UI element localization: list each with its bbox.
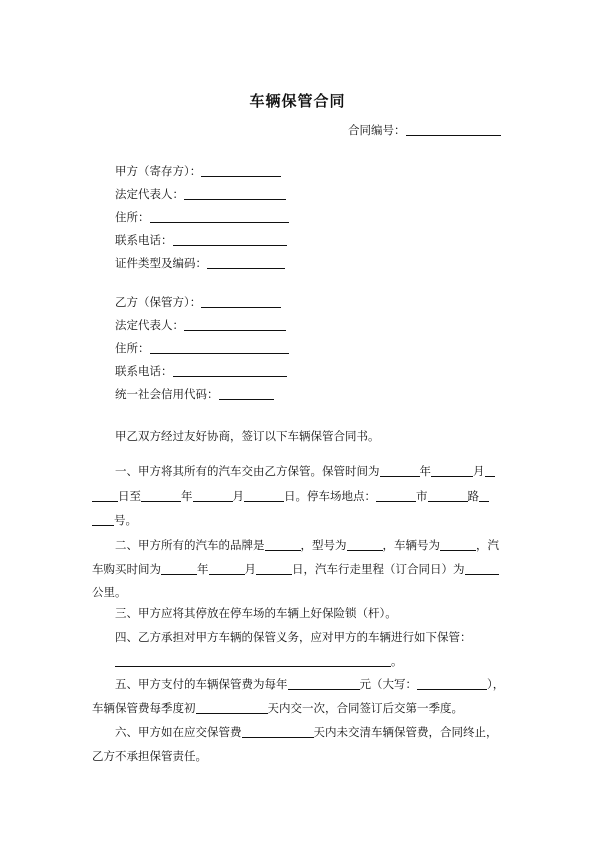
party-a-id-row bbox=[115, 255, 285, 271]
clause-1-year-label: 年 bbox=[419, 464, 431, 478]
clause-5-line-1 bbox=[115, 676, 504, 692]
clause-4-end: 。 bbox=[391, 654, 403, 668]
clause-1-number-label: 号。 bbox=[114, 513, 137, 527]
clause-1-line-2 bbox=[92, 488, 489, 504]
clause-1-road[interactable] bbox=[428, 489, 468, 502]
clause-2-year-label: 年 bbox=[197, 562, 209, 576]
party-a-address-field[interactable] bbox=[150, 210, 289, 223]
intro-text: 甲乙双方经过友好协商，签订以下车辆保管合同书。 bbox=[115, 429, 380, 443]
clause-2-mileage-label: 日，汽车行走里程（订合同日）为 bbox=[292, 562, 465, 576]
clause-2-vehicle-no-label: ，车辆号为 bbox=[382, 538, 440, 552]
party-b-credit-label: 统一社会信用代码： bbox=[115, 387, 219, 401]
clause-5-fee-words-field[interactable] bbox=[417, 677, 487, 690]
party-b-address-label: 住所： bbox=[115, 341, 150, 355]
clause-5-text: 五、甲方支付的车辆保管费为每年 bbox=[115, 677, 288, 691]
clause-1-start-month[interactable] bbox=[431, 464, 473, 477]
party-b-legal-rep-label: 法定代表人： bbox=[115, 318, 184, 332]
clause-1-end-day-label: 日。停车场地点： bbox=[284, 489, 376, 503]
clause-2-text: 二、甲方所有的汽车的品牌是 bbox=[115, 538, 265, 552]
clause-6-line-1 bbox=[115, 724, 498, 740]
party-a-address-row bbox=[115, 209, 289, 225]
clause-1-text: 一、甲方将其所有的汽车交由乙方保管。保管时间为 bbox=[115, 464, 380, 478]
party-b-phone-row bbox=[115, 363, 287, 379]
clause-2-line-2 bbox=[92, 561, 499, 577]
party-a-legal-rep-row bbox=[115, 186, 286, 202]
clause-1-start-year[interactable] bbox=[380, 464, 420, 477]
party-b-phone-field[interactable] bbox=[173, 364, 287, 377]
party-b-row bbox=[115, 294, 281, 310]
clause-5-line-2 bbox=[92, 700, 463, 716]
party-b-address-field[interactable] bbox=[150, 341, 289, 354]
clause-5-fee-field[interactable] bbox=[288, 677, 360, 690]
clause-1-end-year-label: 年 bbox=[181, 489, 193, 503]
clause-1-line-3 bbox=[92, 512, 137, 528]
clause-2-brand-field[interactable] bbox=[265, 538, 301, 551]
clause-1-end-year[interactable] bbox=[141, 489, 181, 502]
party-a-field[interactable] bbox=[201, 164, 281, 177]
party-a-address-label: 住所： bbox=[115, 210, 150, 224]
clause-5-quarter-label: 车辆保管费每季度初 bbox=[92, 701, 196, 715]
party-b-field[interactable] bbox=[201, 295, 281, 308]
contract-number-field[interactable] bbox=[406, 123, 501, 136]
party-a-row bbox=[115, 163, 281, 179]
party-a-phone-field[interactable] bbox=[173, 233, 287, 246]
clause-1-number-b[interactable] bbox=[92, 513, 114, 526]
clause-2-purchase-month[interactable] bbox=[209, 562, 245, 575]
clause-2-purchase-day[interactable] bbox=[256, 562, 292, 575]
clause-2-model-field[interactable] bbox=[347, 538, 383, 551]
clause-2-km: 公里。 bbox=[92, 585, 127, 599]
document-title: 车辆保管合同 bbox=[249, 92, 346, 110]
clause-6-text: 六、甲方如在应交保管费 bbox=[115, 725, 242, 739]
party-a-legal-rep-field[interactable] bbox=[184, 187, 286, 200]
clause-1-number-a[interactable] bbox=[479, 489, 489, 502]
clause-2-purchase-label: 车购买时间为 bbox=[92, 562, 161, 576]
party-b-credit-field[interactable] bbox=[219, 387, 274, 400]
clause-1-end-day[interactable] bbox=[244, 489, 284, 502]
clause-1-city[interactable] bbox=[376, 489, 416, 502]
party-a-phone-label: 联系电话： bbox=[115, 233, 173, 247]
clause-1-start-day-b[interactable] bbox=[92, 489, 118, 502]
clause-2-model-label: ，型号为 bbox=[300, 538, 347, 552]
party-a-id-field[interactable] bbox=[207, 256, 285, 269]
clause-2-car-label: ，汽 bbox=[476, 538, 499, 552]
party-b-address-row bbox=[115, 340, 289, 356]
party-a-legal-rep-label: 法定代表人： bbox=[115, 187, 184, 201]
clause-1-month-label: 月 bbox=[473, 464, 485, 478]
clause-2-mileage-field[interactable] bbox=[465, 562, 499, 575]
clause-1-line-1 bbox=[115, 463, 495, 479]
clause-1-city-label: 市 bbox=[416, 489, 428, 503]
party-a-phone-row bbox=[115, 232, 287, 248]
party-a-id-label: 证件类型及编码： bbox=[115, 256, 207, 270]
clause-6-days-field[interactable] bbox=[242, 725, 314, 738]
party-b-credit-row bbox=[115, 386, 274, 402]
clause-6-line-2: 乙方不承担保管责任。 bbox=[92, 749, 207, 763]
clause-5-yuan-label: 元（大写： bbox=[359, 677, 417, 691]
party-b-legal-rep-field[interactable] bbox=[184, 318, 286, 331]
clause-2-purchase-year[interactable] bbox=[161, 562, 197, 575]
clause-4-text: 四、乙方承担对甲方车辆的保管义务，应对甲方的车辆进行如下保管： bbox=[115, 630, 472, 644]
clause-6-tail: 天内未交清车辆保管费，合同终止， bbox=[313, 725, 498, 739]
clause-2-line-1 bbox=[115, 537, 499, 553]
clause-2-vehicle-no-field[interactable] bbox=[440, 538, 476, 551]
contract-number-label: 合同编号： bbox=[348, 123, 406, 137]
clause-2-month-label: 月 bbox=[244, 562, 256, 576]
clause-1-end-month[interactable] bbox=[193, 489, 233, 502]
clause-5-close: ）， bbox=[487, 677, 505, 691]
party-b-label: 乙方（保管方）： bbox=[115, 295, 202, 309]
clause-5-days-field[interactable] bbox=[196, 701, 268, 714]
party-b-phone-label: 联系电话： bbox=[115, 364, 173, 378]
clause-5-quarter-tail: 天内交一次，合同签订后交第一季度。 bbox=[267, 701, 463, 715]
clause-1-day-label: 日至 bbox=[118, 489, 141, 503]
clause-1-end-month-label: 月 bbox=[232, 489, 244, 503]
clause-1-start-day-a[interactable] bbox=[485, 464, 495, 477]
party-a-label: 甲方（寄存方）： bbox=[115, 164, 202, 178]
clause-4-line-2 bbox=[115, 653, 403, 669]
contract-number-row bbox=[348, 122, 501, 138]
clause-3-text: 三、甲方应将其停放在停车场的车辆上好保险锁（杆）。 bbox=[115, 606, 397, 620]
clause-4-field[interactable] bbox=[115, 654, 391, 667]
party-b-legal-rep-row bbox=[115, 317, 286, 333]
clause-1-road-label: 路 bbox=[467, 489, 479, 503]
